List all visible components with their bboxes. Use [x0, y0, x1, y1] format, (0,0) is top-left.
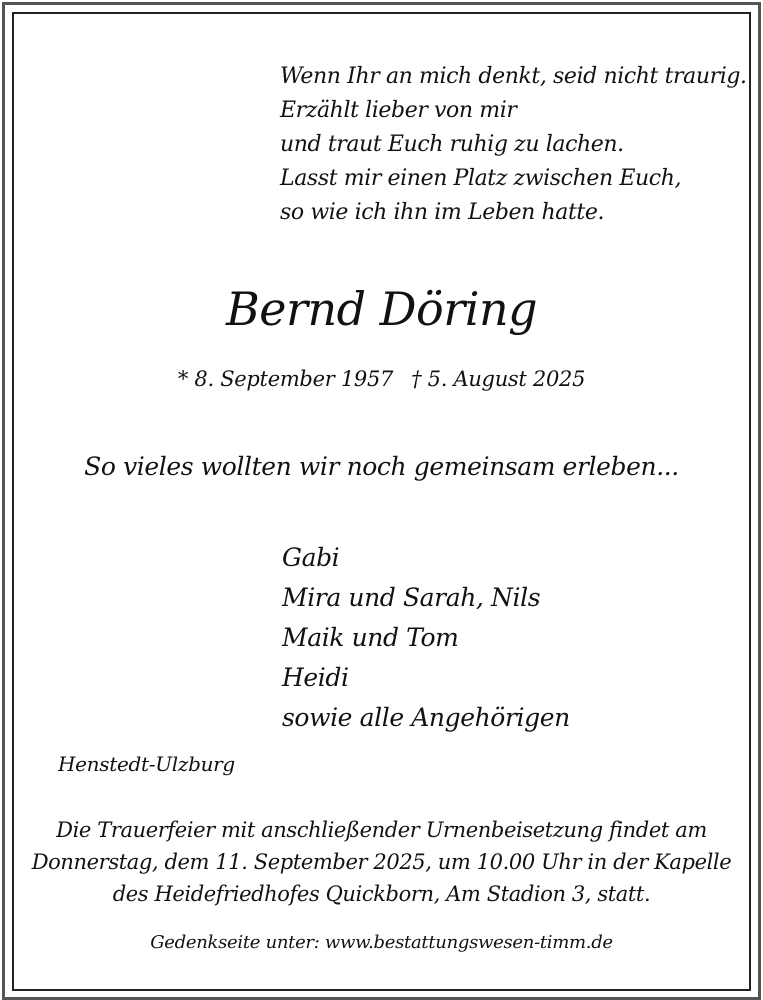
mourner: sowie alle Angehörigen: [282, 703, 570, 732]
motto: So vieles wollten wir noch gemeinsam erleben...: [84, 452, 679, 481]
ceremony-line: des Heidefriedhofes Quickborn, Am Stadion 3, statt.: [112, 882, 651, 906]
poem-line: so wie ich ihn im Leben hatte.: [280, 200, 605, 225]
mourner: Gabi: [282, 543, 340, 572]
mourner: Maik und Tom: [282, 623, 459, 652]
memorial-page-link[interactable]: Gedenkseite unter: www.bestattungswesen-timm.de: [150, 932, 613, 953]
mourner: Heidi: [282, 663, 349, 692]
poem: [280, 60, 747, 230]
poem-line: und traut Euch ruhig zu lachen.: [280, 132, 624, 157]
birth-date: * 8. September 1957: [177, 367, 394, 391]
ceremony-line: Die Trauerfeier mit anschließender Urnenbeisetzung findet am: [56, 818, 707, 842]
place: Henstedt-Ulzburg: [58, 752, 235, 776]
poem-line: Erzählt lieber von mir: [280, 98, 517, 123]
ceremony-line: Donnerstag, dem 11. September 2025, um 10.00 Uhr in der Kapelle: [31, 850, 732, 874]
mourners-list: [282, 538, 570, 738]
ceremony-notice: [0, 814, 763, 910]
poem-line: Wenn Ihr an mich denkt, seid nicht traurig.: [280, 64, 747, 89]
life-dates: [0, 367, 763, 391]
mourner: Mira und Sarah, Nils: [282, 583, 541, 612]
death-date: † 5. August 2025: [411, 367, 586, 391]
poem-line: Lasst mir einen Platz zwischen Euch,: [280, 166, 682, 191]
deceased-name: Bernd Döring: [225, 282, 538, 336]
